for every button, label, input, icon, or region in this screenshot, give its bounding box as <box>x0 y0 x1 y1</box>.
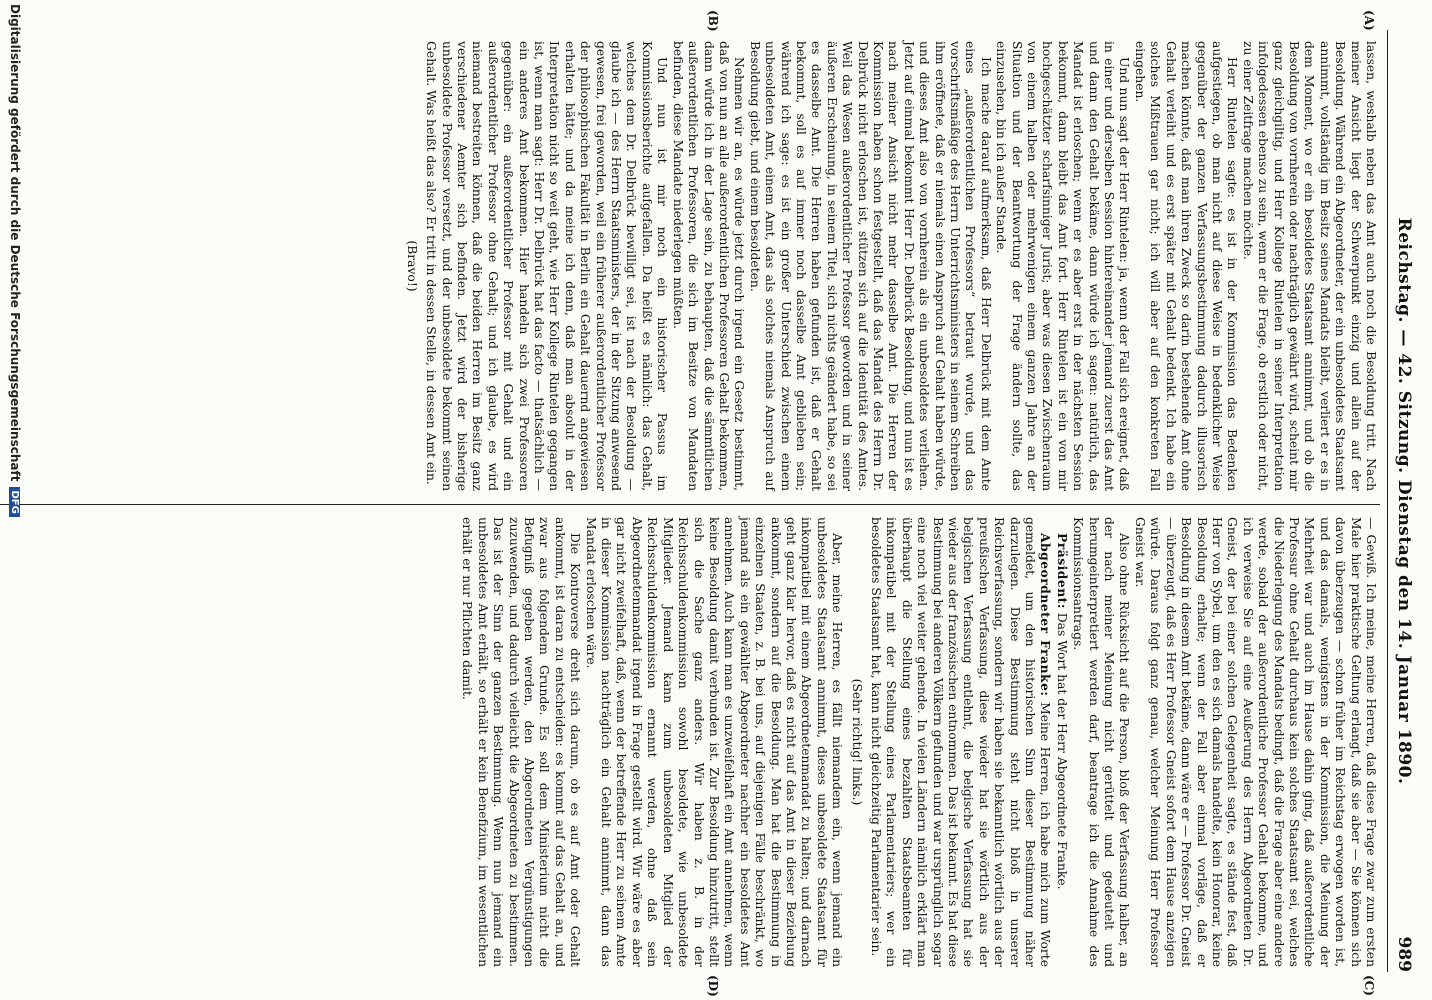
left-column <box>399 41 1378 491</box>
left-paragraph-5: Nehmen wir an, es würde jetzt durch irgend ein Gesetz bestimmt, daß von nun an alle außerordentlichen Professoren Gehalt bekommen, dann würde ich in der Lage sein, zu behaupten, daß die sämmtlichen außerordentlichen Professoren, die sich im Besitze von Mandaten befinden, diese Mandate niederlegen müßten. <box>670 41 747 491</box>
dfg-logo-icon: DFG <box>9 487 20 516</box>
right-paragraph-1: — Gewiß. Ich meine, meine Herren, daß diese Frage zwar zum ersten Male hier praktische Geltung erlangt, daß sie aber — Sie können sich davon überzeugen — schon früher im Reichstag erwogen worden ist, und das damals, wenigstens in der Kommission, die Meinung der Mehrheit war und auch im Hause dahin ging, daß außerordentliche Professur ohne Gehalt durchaus kein solches Staatsamt sei, welches die Niederlegung des Mandats bedingt, daß die Frage aber eine andere werde, sobald der außerordentliche Professor Gehalt bekomme, und ich verweise Sie auf eine Aeußerung des Herrn Abgeordneten Dr. Gneist, der bei einer solchen Gelegenheit sagte, es stände fest, daß Herr von Sybel, um den es sich damals handelte, kein Honorar, keine Besoldung erhalte; wenn der Fall aber einmal vorläge, daß er Besoldung in diesem Amt bekäme, dann wäre er — Professor Dr. Gneist — überzeugt, daß es Herr Professor Gneist sofort dem Hause anzeigen würde. Daraus folgt ganz genau, welcher Meinung Herr Professor Gneist war. <box>1132 517 1378 967</box>
president-paragraph <box>1053 517 1069 967</box>
applause-note: (Bravo!) <box>404 240 419 292</box>
running-head-title: Reichstag. — 42. Sitzung. Dienstag den 14. Januar 1890. <box>1394 217 1414 785</box>
right-paragraph-2: Also ohne Rücksicht auf die Person, bloß der Verfassung halber, an der nach meiner Meinung nicht gerüttelt und gedeutelt und herumgeinterpretiert werden darf, beantrage ich die Annahme des Kommissionsantrags. <box>1071 517 1132 967</box>
left-paragraph-6: Und nun ist mir noch ein historischer Passus im Kommissionsberichte aufgefallen. Da heißt es nämlich: das Gehalt, welches dem Dr. Delbrück bewilligt sei, ist nach der Besoldung — glaube ich — des Herrn Staatsministers, der in der Sitzung anwesend gewesen, frei geworden, weil ein früherer außerordentlicher Professor der philosophischen Fakultät in Berlin ein Gehalt dauernd angewiesen erhalten hätte; und da meine ich denn, daß man absolut in der Interpretation nicht so weit geht, wie Herr Kollege Rintelen gegangen ist, wenn man sagt: Herr Dr. Delbrück hat das facto — thatsächlich — ein anderes Amt bekommen. Hier handeln sich zwei Professoren gegenüber: ein außerordentlicher Professor mit Gehalt und ein außerordentlicher Professor ohne Gehalt; und ich glaube, es wird niemand bestreiten können, daß die beiden Herren im Besitz ganz verschiedener Aemter sich befinden. Jetzt wird der bisherige unbesoldete Professor versetzt, und der unbesoldete bekommt seinen Gehalt. Was heißt das also? Er tritt in dessen Stelle, in dessen Amt ein. <box>424 41 670 491</box>
left-paragraph-1: lassen, weshalb neben das Amt auch noch die Besoldung tritt. Nach meiner Ansicht liegt der Schwerpunkt einzig und allein auf der Besoldung. Während ein Abgeordneter, der ein unbesoldetes Staatsamt annimmt, vollständig im Besitz seines Mandats bleibt, verliert er es in dem Moment, wo er ein besoldetes Staatsamt annimmt, und ob die Besoldung von vornherein oder nachträglich gewährt wird, scheint mir ganz gleichgiltig, und Herr Kollege Rintelen in seiner Interpretation infolgedessen ebenso zu sein, wenn er die Frage, ob erstlich oder nicht, zu einer Zeitfrage machen möchte. <box>1240 41 1378 491</box>
agreement-note: (Sehr richtig! links.) <box>849 678 864 806</box>
margin-marker-a: (A) <box>1362 10 1376 31</box>
right-paragraph-3: Aber, meine Herren, es fällt niemandem ein, wenn jemand ein unbesoldetes Staatsamt annimmt, dieses unbesoldete Staatsamt für inkompatibel mit einem Abgeordnetenmandat zu halten; und darnach geht ganz klar hervor, daß es nicht auf das Amt in dieser Beziehung ankommt, sondern auf die Besoldung. Man hat die Bestimmung in einzelnen Staaten, z. B. bei uns, auf diejenigen Fälle beschränkt, wo jemand als ein gewählter Abgeordneter nachher ein besoldetes Amt annehmen. Auch kann man es unzweifelhaft ein Amt annehmen, wenn keine Besoldung damit verbunden ist. Zur Besoldung hinzutritt, stellt sich die Sache ganz anders. Wir haben z. B. in der Reichsschuldenkommission sowohl besoldete, wie unbesoldete Mitglieder. Jemand kann zum unbesoldeten Mitglied der Reichsschuldenkommission ernannt werden, ohne daß sein Abgeordnetenmandat irgend in Frage gestellt wird. Wir wäre es aber gar nicht zweifelhaft, daß, wenn der betreffende Herr zu seinem Amte in dieser Kommission nachträglich ein Gehalt annimmt, dann das Mandat erloschen wäre. <box>583 517 845 967</box>
digitization-footer <box>8 4 22 996</box>
right-paragraph-4: Die Kontroverse dreht sich darum, ob es auf Amt oder Gehalt ankommt, ist daran zu entscheiden: es kommt auf das Gehalt an, und zwar aus folgendem Grunde. Es soll dem Ministerium nicht die Befugniß gegeben werden, den Abgeordneten Vergünstigungen zuzuwenden, und dadurch vielleicht die Abgeordneten zu bestimmen. Das ist der Sinn der ganzen Bestimmung. Wenn nun jemand ein unbesoldetes Amt erhält, so erhält er kein Benefizium, im wesentlichen erhält er nur Pflichten damit. <box>460 517 583 967</box>
franke-speaker: Abgeordneter Franke: <box>1038 533 1054 697</box>
page-number: 989 <box>1394 936 1414 972</box>
footer-text: Digitalisierung gefördert durch die Deutsche Forschungsgemeinschaft <box>8 4 22 482</box>
left-paragraph-3: Und nun sagt der Herr Rintelen: ja, wenn der Fall sich ereignet, daß in einer und derselben Session hintereinander jemand zuerst das Amt und dann den Gehalt bekäme, dann würde ich sagen: natürlich, das Mandat ist erloschen; wenn er es aber erst in der nächsten Session bekommt, dann bleibt das Amt fort. Herr Rintelen ist ein von mir hochgeschätzter scharfsinniger Jurist; aber was diesen Zwischenraum von einem halben oder mehrwenigen einem ganzen Jahre an der Situation und der Beantwortung der Frage ändern sollte, das einzusehen, bin ich außer Stande. <box>994 41 1132 491</box>
margin-marker-c: (C) <box>1362 975 1376 996</box>
president-speaker: Präsident: <box>1054 533 1070 609</box>
column-divider <box>0 504 1380 505</box>
franke-text: Meine Herren, ich habe mich zum Worte gemeldet, um den historischen Sinn dieser Bestimmung näher darzulegen. Diese Bestimmung steht nicht bloß in unserer Reichsverfassung, sondern wir haben sie bekanntlich wörtlich aus der preußischen Verfassung, diese wieder hat sie wörtlich aus der belgischen Verfassung entlehnt, die belgische Verfassung hat sie wieder aus der französischen entnommen. Das ist bekannt. Es hat diese Bestimmung bei anderen Völkern gefunden und war ursprünglich sogar eine noch viel weiter gehende. In vielen Ländern nämlich erklärt man überhaupt die Stellung eines bezahlten Staatsbeamten für inkompatibel mit der Stellung eines Parlamentariers; wer ein besoldetes Staatsamt hat, kann nicht gleichzeitig Parlamentarier sein. <box>869 517 1053 967</box>
margin-marker-b: (B) <box>706 10 720 32</box>
running-head <box>1384 30 1414 972</box>
left-paragraph-4: Ich mache darauf aufmerksam, daß Herr Delbrück mit dem Amte eines „außerordentlichen Professors“ betraut wurde, und das vorschriftsmäßige des Herrn Unterrichtsministers in seinem Schreiben ihm eröffnete, daß er niemals einen Anspruch auf Gehalt haben würde, und dieses Amt also von vornherein als ein unbesoldetes verliehen. Jetzt auf einmal bekommt Herr Dr. Delbrück Besoldung, und nun ist es nach meiner Ansicht nicht mehr dasselbe Amt. Die Herren der Kommission haben schon festgestellt, daß das Mandat des Herrn Dr. Delbrück nicht erloschen ist, stützen sich auf die Identität des Amtes. Weil das Wesen außerordentlicher Professor geworden und in seiner äußeren Erscheinung, in seinem Titel, sich nichts geändert habe, so sei es dasselbe Amt. Die Herren haben gefunden ist, daß er Gehalt bekommt, soll es auf immer noch dasselbe Amt geblieben sein; während ich sage: es ist ein großer Unterschied zwischen einem unbesoldeten Amt, einem Amt, das als solches niemals Anspruch auf Besoldung giebt, und einem besoldeten. <box>747 41 993 491</box>
president-text: Das Wort hat der Herr Abgeordnete Franke. <box>1054 612 1069 890</box>
franke-paragraph <box>868 517 1054 967</box>
left-paragraph-2: Herr Rintelen sagte: es ist in der Kommission das Bedenken aufgestiegen, ob man nicht auf diese Weise in bedenklicher Weise gegenüber der ganzen Verfassungsbestimmung dadurch illusorisch machen könnte, daß man ihren Zweck so darin bestehende Amt ohne Gehalt verleiht und es erst später mit Gehalt bedenkt. Ich habe ein solches Mißtrauen gar nicht; ich will aber auf den konkreten Fall eingehen. <box>1132 41 1240 491</box>
margin-marker-d: (D) <box>706 975 720 997</box>
right-column <box>459 517 1378 967</box>
header-rule <box>1387 30 1388 972</box>
